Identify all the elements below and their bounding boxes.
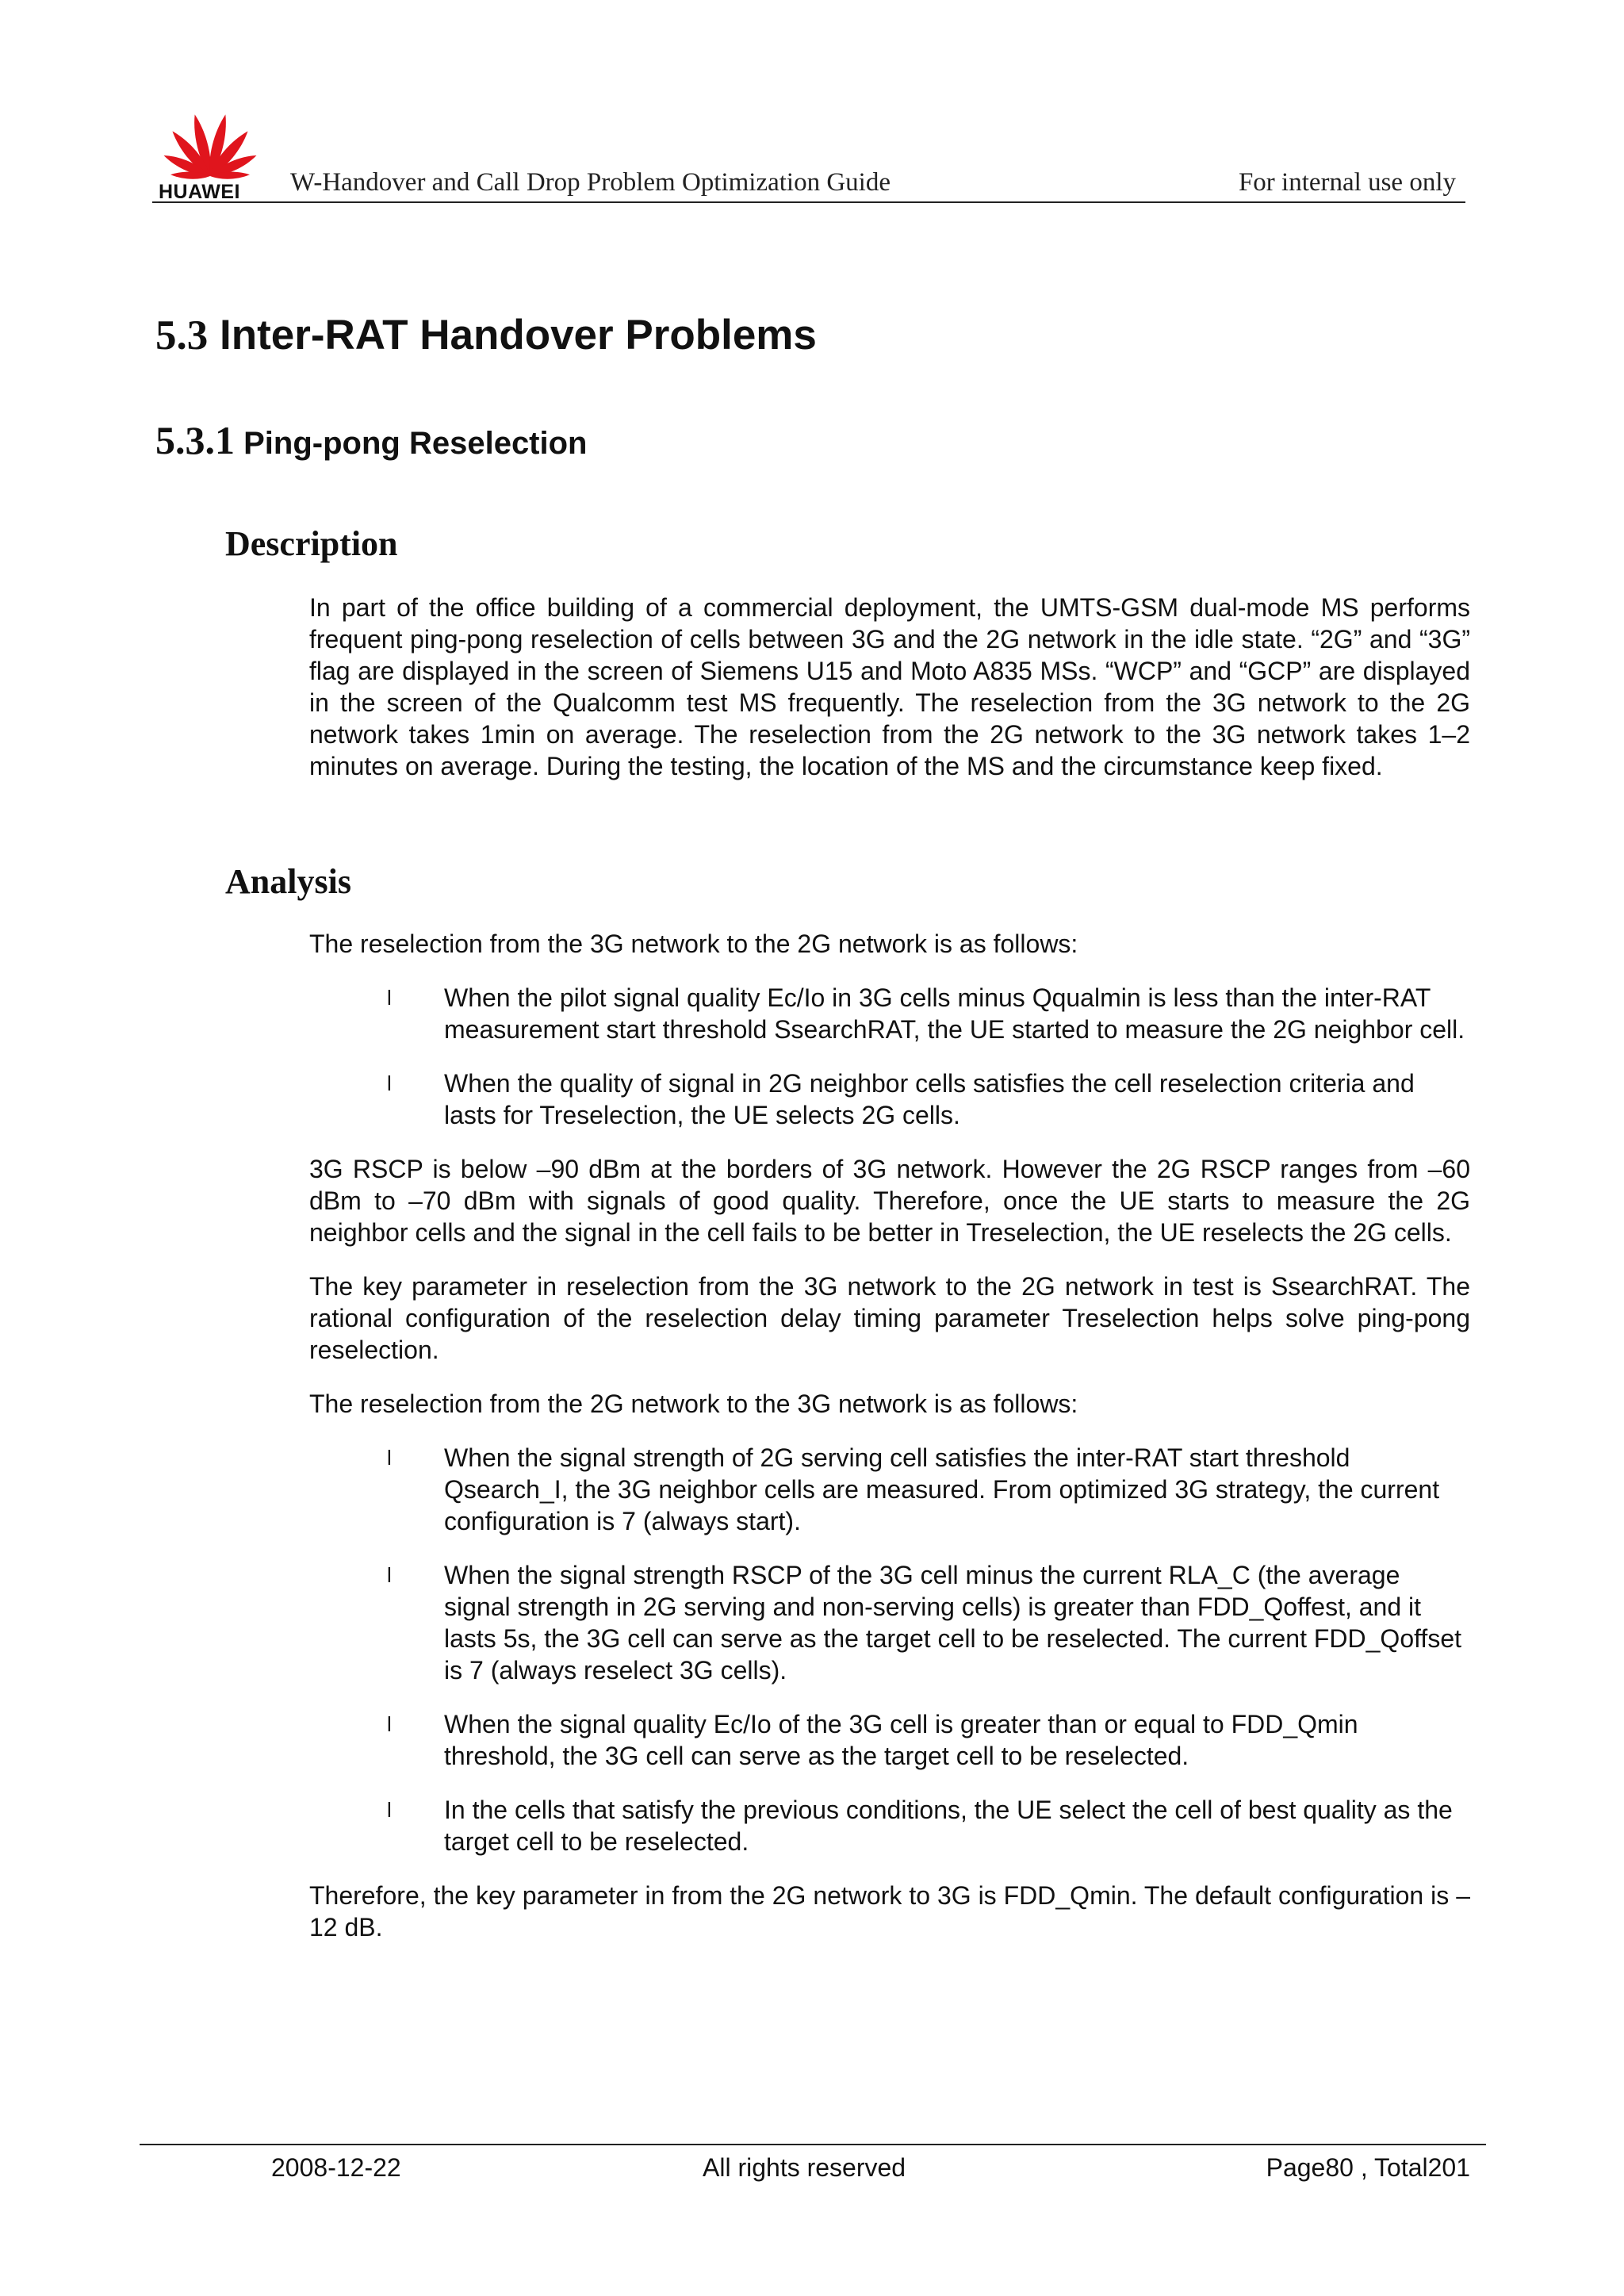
- subsection-heading: [155, 417, 587, 463]
- bullet-marker: l: [387, 1712, 392, 1736]
- huawei-petals-icon: [157, 97, 263, 181]
- logo-wordmark: HUAWEI: [159, 181, 240, 203]
- bullet-marker: l: [387, 1563, 392, 1587]
- list-item: [309, 1442, 1470, 1537]
- list-item-text: In the cells that satisfy the previous conditions, the UE select the cell of best quality as the target cell to be reselected.: [444, 1796, 1453, 1856]
- list-item: [309, 1068, 1470, 1131]
- subsection-title: Ping-pong Reselection: [243, 426, 588, 461]
- list-item-text: When the quality of signal in 2G neighbor cells satisfies the cell reselection criteria and lasts for Treselection, the UE selects 2G cells.: [444, 1069, 1415, 1129]
- classification-label: For internal use only: [1238, 168, 1456, 197]
- bullet-list-3g-to-2g: [309, 982, 1470, 1131]
- bullet-marker: l: [387, 986, 392, 1010]
- description-paragraph: In part of the office building of a commercial deployment, the UMTS-GSM dual-mode MS performs frequent ping-pong reselection of cells between 3G and the 2G network in the idle state. “2G” and “3G” flag are displayed in the screen of Siemens U15 and Moto A835 MSs. “WCP” and “GCP” are displayed in the screen of the Qualcomm test MS frequently. The reselection from the 3G network to the 2G network takes 1min on average. The reselection from the 2G network to the 3G network takes 1–2 minutes on average. During the testing, the location of the MS and the circumstance keep fixed.: [309, 593, 1470, 780]
- analysis-heading: Analysis: [225, 862, 351, 901]
- list-item: [309, 1794, 1470, 1857]
- bullet-marker: l: [387, 1071, 392, 1095]
- section-number: 5.3: [155, 312, 209, 358]
- section-title: Inter-RAT Handover Problems: [219, 312, 817, 358]
- subsection-number: 5.3.1: [155, 418, 235, 462]
- bullet-list-2g-to-3g: [309, 1442, 1470, 1857]
- document-title: W-Handover and Call Drop Problem Optimization Guide: [290, 168, 891, 197]
- description-heading: Description: [225, 524, 398, 563]
- footer-rights: All rights reserved: [703, 2153, 906, 2182]
- footer-page-number: Page80 , Total201: [1266, 2153, 1470, 2182]
- list-item-text: When the signal strength RSCP of the 3G cell minus the current RLA_C (the average signal strength in 2G serving and non-serving cells) is greater than FDD_Qoffest, and it lasts 5s, the 3G cell can serve as the target cell to be reselected. The current FDD_Qoffset is 7 (always reselect 3G cells).: [444, 1561, 1461, 1685]
- intro-2g-to-3g: The reselection from the 2G network to the 3G network is as follows:: [309, 1389, 1078, 1418]
- page-footer: [140, 2144, 1486, 2193]
- key-parameter-paragraph: The key parameter in reselection from the 3G network to the 2G network in test is SsearchRAT. The rational configuration of the reselection delay timing parameter Treselection helps solve ping-pong reselection.: [309, 1272, 1470, 1364]
- list-item: [309, 1559, 1470, 1686]
- list-item-text: When the signal strength of 2G serving cell satisfies the inter-RAT start threshold Qsearch_I, the 3G neighbor cells are measured. From optimized 3G strategy, the current configuration is 7 (always start).: [444, 1443, 1440, 1535]
- list-item-text: When the signal quality Ec/Io of the 3G cell is greater than or equal to FDD_Qmin threshold, the 3G cell can serve as the target cell to be reselected.: [444, 1710, 1358, 1770]
- intro-3g-to-2g: The reselection from the 3G network to the 2G network is as follows:: [309, 930, 1078, 958]
- huawei-logo: [157, 97, 263, 203]
- rscp-paragraph: 3G RSCP is below –90 dBm at the borders of 3G network. However the 2G RSCP ranges from –60 dBm to –70 dBm with signals of good quality. Therefore, once the UE starts to measure the 2G neighbor cells and the signal in the cell fails to be better in Treselection, the UE reselects the 2G cells.: [309, 1155, 1470, 1247]
- analysis-body: [309, 928, 1470, 1965]
- bullet-marker: l: [387, 1446, 392, 1470]
- list-item: [309, 982, 1470, 1045]
- list-item: [309, 1708, 1470, 1772]
- section-heading: [155, 311, 817, 359]
- bullet-marker: l: [387, 1798, 392, 1822]
- page-header: [152, 89, 1465, 203]
- list-item-text: When the pilot signal quality Ec/Io in 3G cells minus Qqualmin is less than the inter-RAT measurement start threshold SsearchRAT, the UE started to measure the 2G neighbor cell.: [444, 983, 1465, 1044]
- footer-date: 2008-12-22: [271, 2153, 401, 2182]
- conclusion-paragraph: Therefore, the key parameter in from the 2G network to 3G is FDD_Qmin. The default configuration is –12 dB.: [309, 1881, 1470, 1941]
